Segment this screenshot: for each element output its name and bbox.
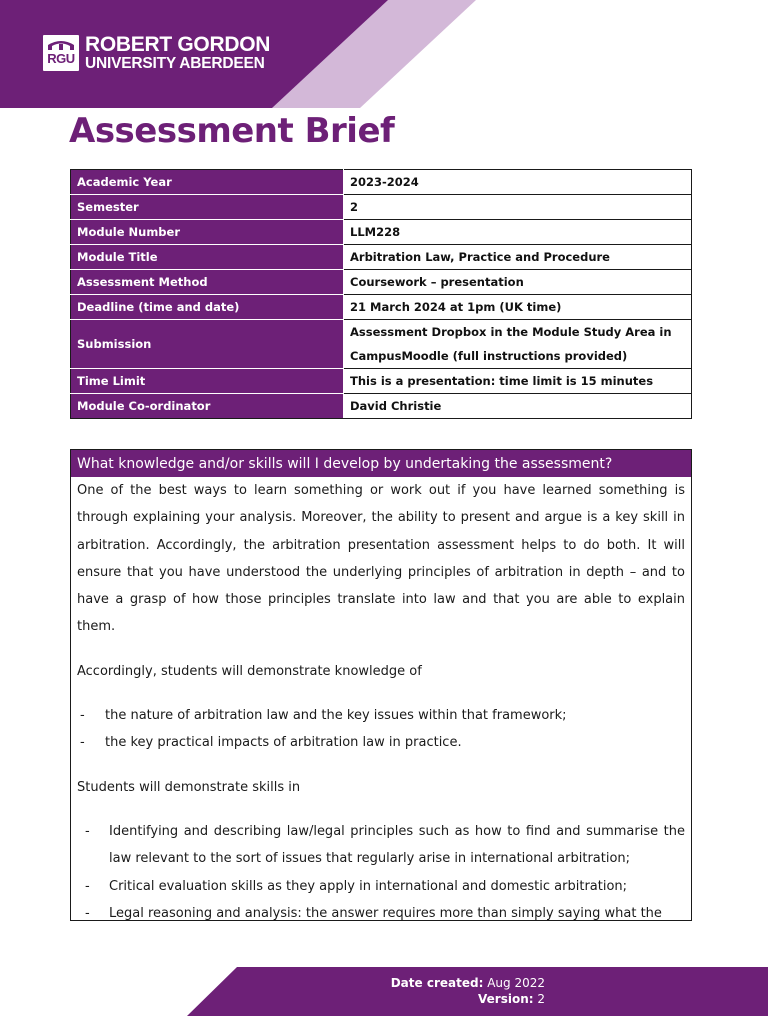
knowledge-list: [77, 702, 685, 757]
row-label: Time Limit: [71, 369, 344, 394]
row-label: Submission: [71, 320, 344, 369]
row-value: Assessment Dropbox in the Module Study Area in CampusMoodle (full instructions provided): [344, 320, 692, 369]
list-item: [77, 729, 685, 756]
date-created-label: Date created:: [390, 976, 484, 990]
logo-mark-text: RGU: [47, 50, 75, 66]
table-row: [71, 270, 692, 295]
row-value: 2023-2024: [344, 170, 692, 195]
list-item-text: the nature of arbitration law and the key issues within that framework;: [105, 708, 567, 724]
university-logo: [43, 34, 270, 72]
row-value: Coursework – presentation: [344, 270, 692, 295]
logo-line-1: ROBERT GORDON: [85, 33, 271, 56]
skills-section: [70, 449, 692, 921]
row-value: 21 March 2024 at 1pm (UK time): [344, 295, 692, 320]
page-title: Assessment Brief: [69, 111, 395, 151]
logo-mark: [43, 35, 79, 71]
row-value: LLM228: [344, 220, 692, 245]
row-label: Academic Year: [71, 170, 344, 195]
table-row: [71, 295, 692, 320]
skills-section-body: [71, 477, 691, 921]
table-row: [71, 220, 692, 245]
list-item: [77, 873, 685, 900]
logo-line-2: UNIVERSITY ABERDEEN: [85, 55, 265, 72]
table-row: [71, 394, 692, 419]
table-row: [71, 369, 692, 394]
table-row: [71, 320, 692, 369]
list-item: [77, 818, 685, 873]
building-icon: [47, 39, 75, 51]
bullet-dash: -: [80, 735, 85, 751]
row-value: 2: [344, 195, 692, 220]
skills-lead: Students will demonstrate skills in: [77, 779, 301, 795]
bullet-dash: -: [85, 878, 90, 894]
bullet-dash: -: [80, 708, 85, 724]
version: [391, 991, 545, 1007]
row-label: Deadline (time and date): [71, 295, 344, 320]
row-label: Module Co-ordinator: [71, 394, 344, 419]
row-label: Assessment Method: [71, 270, 344, 295]
row-label: Semester: [71, 195, 344, 220]
date-created: [391, 975, 545, 991]
row-value: This is a presentation: time limit is 15 minutes: [344, 369, 692, 394]
table-row: [71, 195, 692, 220]
knowledge-lead: Accordingly, students will demonstrate knowledge of: [77, 663, 422, 679]
list-item-text: Critical evaluation skills as they apply in international and domestic arbitration;: [109, 878, 628, 894]
list-item-text: the key practical impacts of arbitration law in practice.: [105, 735, 462, 751]
skills-section-heading: What knowledge and/or skills will I develop by undertaking the assessment?: [71, 450, 691, 477]
skills-list: [77, 818, 685, 921]
intro-paragraph: One of the best ways to learn something or work out if you have learned something is through explaining your analysis. Moreover, the ability to present and argue is a key skill in arbitration. Accordingly, the arbitration presentation assessment helps to do both. It will ensure that you have understood the underlying principles of arbitration in depth – and to have a grasp of how those principles translate into law and that you are able to explain them.: [77, 483, 685, 635]
list-item-text: Legal reasoning and analysis: the answer requires more than simply saying what the: [109, 905, 662, 921]
row-value: Arbitration Law, Practice and Procedure: [344, 245, 692, 270]
list-item: [77, 702, 685, 729]
version-label: Version:: [478, 992, 534, 1006]
list-item: [77, 900, 685, 921]
list-item-text: Identifying and describing law/legal principles such as how to find and summarise the law relevant to the sort of issues that regularly arise in international arbitration;: [109, 823, 685, 867]
table-row: [71, 245, 692, 270]
row-label: Module Number: [71, 220, 344, 245]
logo-wordmark: [85, 34, 270, 72]
footer-band: [0, 964, 768, 1024]
bullet-dash: -: [85, 905, 90, 921]
assessment-info-table: [70, 169, 692, 419]
table-row: [71, 170, 692, 195]
version-value: 2: [537, 992, 545, 1006]
bullet-dash: -: [85, 823, 90, 839]
date-created-value: Aug 2022: [487, 976, 545, 990]
row-label: Module Title: [71, 245, 344, 270]
row-value: David Christie: [344, 394, 692, 419]
footer-meta: [391, 975, 545, 1007]
